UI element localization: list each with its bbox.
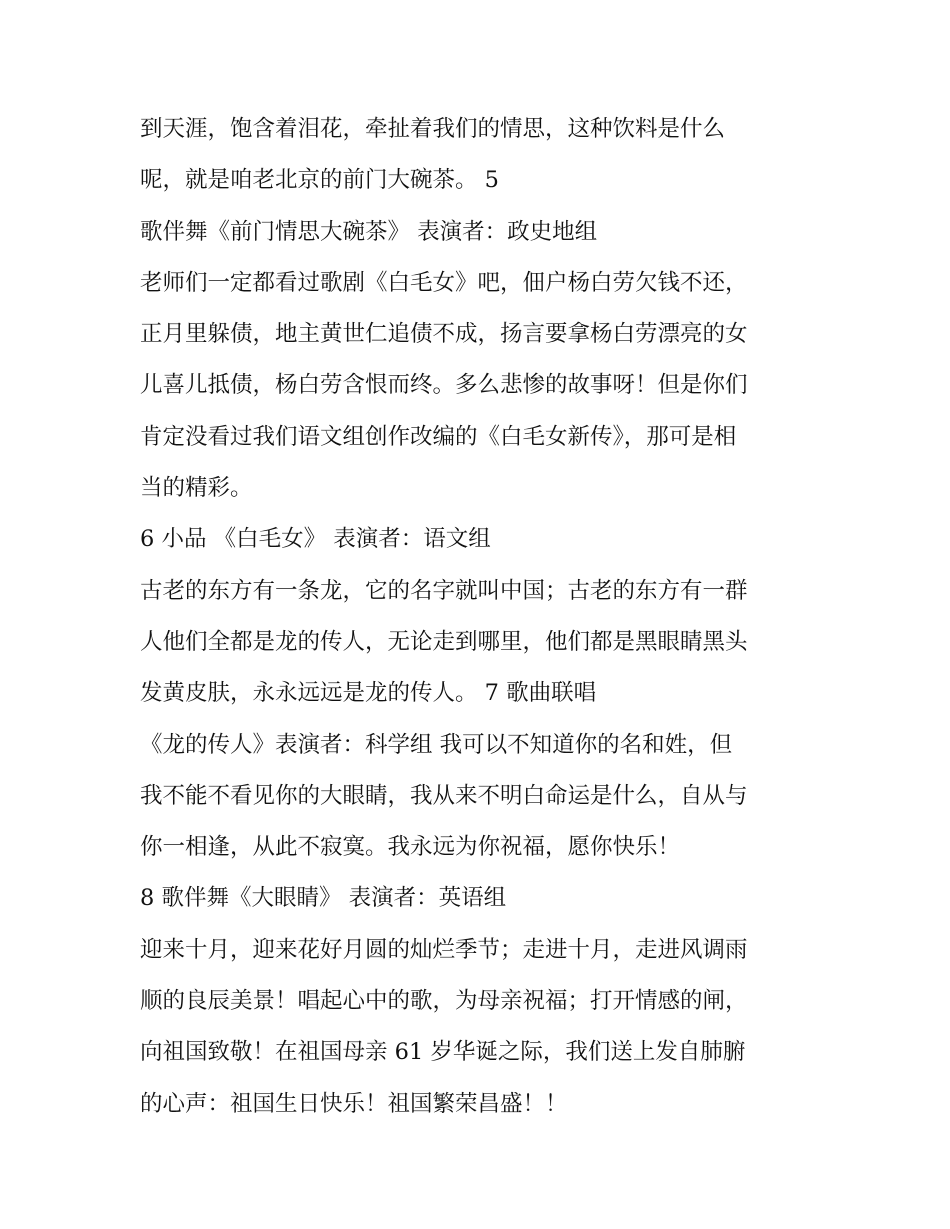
text-line: 的心声：祖国生日快乐！祖国繁荣昌盛！！ bbox=[140, 1090, 568, 1117]
program-item-heading: 歌伴舞《前门情思大碗茶》 表演者：政史地组 bbox=[140, 218, 598, 245]
document-body bbox=[140, 104, 830, 1130]
text-line: 人他们全都是龙的传人，无论走到哪里，他们都是黑眼睛黑头 bbox=[140, 628, 748, 655]
text-line: 古老的东方有一条龙，它的名字就叫中国；古老的东方有一群 bbox=[140, 577, 748, 604]
text-line: 发黄皮肤，永永远远是龙的传人。 7 歌曲联唱 bbox=[140, 680, 597, 707]
text-line: 呢，就是咱老北京的前门大碗茶。 5 bbox=[140, 167, 499, 194]
text-line: 《龙的传人》表演者：科学组 我可以不知道你的名和姓，但 bbox=[140, 731, 733, 758]
program-item-heading: 6 小品 《白毛女》 表演者：语文组 bbox=[140, 526, 491, 553]
text-line: 儿喜儿抵债，杨白劳含恨而终。多么悲惨的故事呀！但是你们 bbox=[140, 372, 748, 399]
text-line: 向祖国致敬！在祖国母亲 61 岁华诞之际，我们送上发自肺腑 bbox=[140, 1039, 746, 1066]
text-line: 顺的良辰美景！唱起心中的歌，为母亲祝福；打开情感的闸， bbox=[140, 988, 748, 1015]
program-item-heading: 8 歌伴舞《大眼睛》 表演者：英语组 bbox=[140, 885, 507, 912]
text-line: 当的精彩。 bbox=[140, 475, 253, 502]
text-line: 我不能不看见你的大眼睛，我从来不明白命运是什么，自从与 bbox=[140, 782, 748, 809]
text-line: 正月里躲债，地主黄世仁追债不成，扬言要拿杨白劳漂亮的女 bbox=[140, 321, 748, 348]
text-line: 你一相逢，从此不寂寞。我永远为你祝福，愿你快乐！ bbox=[140, 834, 681, 861]
text-line: 迎来十月，迎来花好月圆的灿烂季节；走进十月，走进风调雨 bbox=[140, 936, 748, 963]
text-line: 肯定没看过我们语文组创作改编的《白毛女新传》，那可是相 bbox=[140, 423, 737, 450]
text-line: 到天涯，饱含着泪花，牵扯着我们的情思，这种饮料是什么 bbox=[140, 116, 726, 142]
text-line: 老师们一定都看过歌剧《白毛女》吧，佃户杨白劳欠钱不还， bbox=[140, 269, 748, 296]
